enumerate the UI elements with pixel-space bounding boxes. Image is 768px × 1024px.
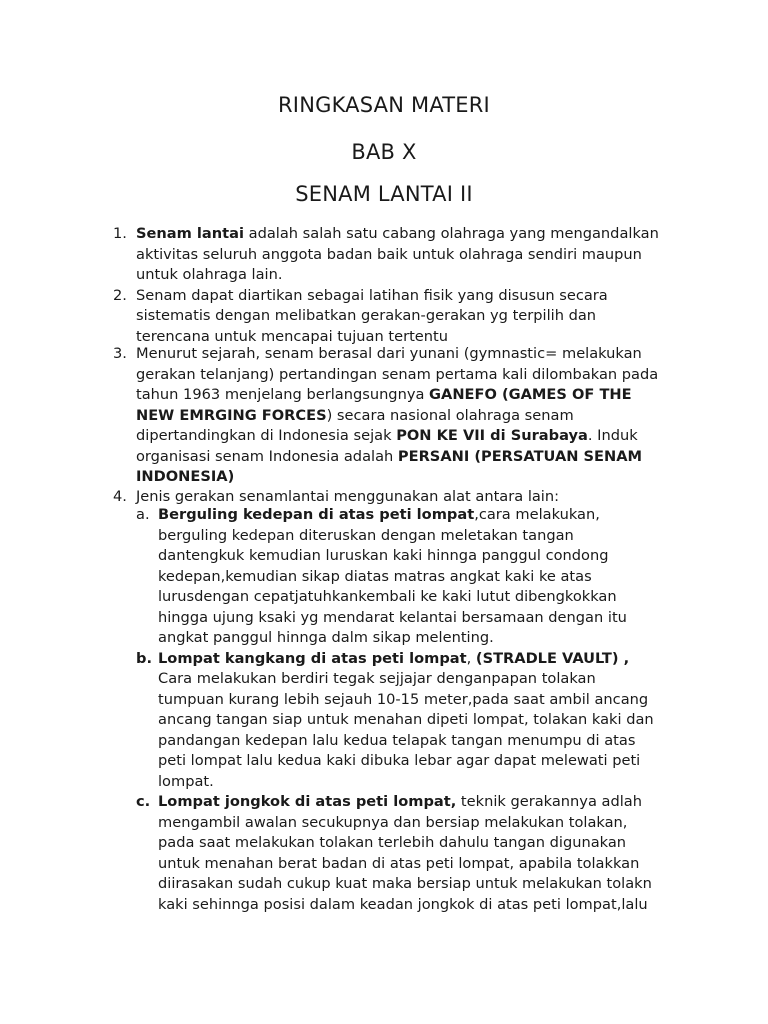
text-line: [136, 406, 574, 427]
text-line: untuk menahan berat badan di atas peti lompat, apabila tolakkan: [158, 854, 640, 872]
sub-list-letter: a.: [136, 506, 150, 523]
text-line: [158, 792, 642, 813]
sub-list-letter: [136, 792, 150, 813]
text-line: untuk olahraga lain.: [136, 266, 283, 283]
text-line: tumpuan kurang lebih sejauh 10-15 meter,pada saat ambil ancang: [158, 690, 649, 708]
text-line: lompat.: [158, 772, 214, 790]
text-line: hingga ujung ksaki yg mendarat kelantai bersamaan dengan itu: [158, 608, 627, 626]
text-line: pandangan kedepan lalu kedua telapak tangan menumpu di atas: [158, 731, 636, 749]
text-span: tahun 1963 menjelang berlangsungnya: [136, 386, 430, 403]
text-line: sistematis dengan melibatkan gerakan-gerakan yg terpilih dan: [136, 307, 597, 324]
text-span: organisasi senam Indonesia adalah: [136, 447, 398, 465]
text-line: aktivitas seluruh anggota badan baik untuk olahraga sendiri maupun: [136, 245, 642, 263]
text-span: adalah salah satu cabang olahraga yang mengandalkan: [244, 225, 659, 242]
list-number: 2.: [113, 286, 127, 304]
chapter-title: SENAM LANTAI II: [295, 182, 473, 206]
text-span: ) secara nasional olahraga senam: [326, 406, 574, 424]
text-line: Menurut sejarah, senam berasal dari yunani (gymnastic= melakukan: [136, 345, 642, 362]
text-line: [136, 426, 638, 447]
term-ganefo: GANEFO (GAMES OF THE: [429, 386, 632, 403]
text-line: [136, 467, 234, 488]
document-title: RINGKASAN MATERI: [278, 93, 490, 117]
text-line: Cara melakukan berdiri tegak sejjajar denganpapan tolakan: [158, 670, 596, 687]
term-stradle-vault: (STRADLE VAULT) ,: [475, 649, 630, 667]
text-line: diirasakan sudah cukup kuat maka bersiap untuk melakukan tolakn: [158, 875, 652, 892]
text-line: dantengkuk kemudian luruskan kaki hinnga panggul condong: [158, 547, 609, 564]
text-line: [136, 224, 659, 245]
text-span: ,: [466, 649, 476, 667]
sub-item-heading: Berguling kedepan di atas peti lompat: [158, 506, 475, 523]
text-span: dipertandingkan di Indonesia sejak: [136, 427, 397, 444]
text-line: kedepan,kemudian sikap diatas matras angkat kaki ke atas: [158, 567, 592, 585]
text-line: mengambil awalan secukupnya dan bersiap melakukan tolakan,: [158, 813, 628, 831]
term-persani: PERSANI (PERSATUAN SENAM: [397, 447, 643, 465]
term-pon: PON KE VII di Surabaya: [396, 427, 588, 444]
list-number: 3.: [113, 345, 127, 362]
text-line: terencana untuk mencapai tujuan tertentu: [136, 327, 449, 345]
text-line: angkat panggul hinnga dalm sikap melenting.: [158, 629, 494, 646]
chapter-label: BAB X: [351, 140, 417, 164]
text-line: ancang tangan siap untuk menahan dipeti lompat, tolakan kaki dan: [158, 711, 654, 728]
text-span: . Induk: [587, 427, 638, 444]
text-line: kaki sehinnga posisi dalam keadan jongkok di atas peti lompat,lalu: [158, 895, 648, 913]
text-line: berguling kedepan diteruskan dengan meletakan tangan: [158, 526, 574, 544]
text-line: Senam dapat diartikan sebagai latihan fisik yang disusun secara: [136, 286, 608, 304]
term-ganefo-cont: NEW EMRGING FORCES: [136, 406, 327, 424]
text-line: [136, 447, 642, 468]
list-number: 4.: [113, 488, 127, 505]
text-span: ,cara melakukan,: [474, 506, 600, 523]
text-line: gerakan telanjang) pertandingan senam pertama kali dilombakan pada: [136, 365, 659, 383]
sub-item-heading: Lompat jongkok di atas peti lompat,: [158, 793, 457, 810]
term-senam-lantai: Senam lantai: [136, 225, 244, 242]
text-line: Jenis gerakan senamlantai menggunakan alat antara lain:: [136, 488, 560, 505]
sub-list-letter-text: c.: [136, 793, 151, 810]
text-line: [158, 505, 600, 526]
text-line: [158, 649, 629, 670]
text-line: peti lompat lalu kedua kaki dibuka lebar agar dapat melewati peti: [158, 752, 641, 769]
text-span: teknik gerakannya adlah: [456, 793, 642, 810]
sub-list-letter: [136, 649, 152, 670]
sub-list-letter-text: b.: [136, 649, 152, 667]
term-persani-cont: INDONESIA): [136, 468, 235, 485]
text-line: lurusdengan cepatjatuhkankembali ke kaki lutut dibengkokkan: [158, 588, 617, 605]
text-line: pada saat melakukan tolakan terlebih dahulu tangan digunakan: [158, 834, 627, 851]
text-line: [136, 385, 632, 406]
list-number: 1.: [113, 225, 127, 242]
sub-item-heading: Lompat kangkang di atas peti lompat: [158, 649, 467, 667]
